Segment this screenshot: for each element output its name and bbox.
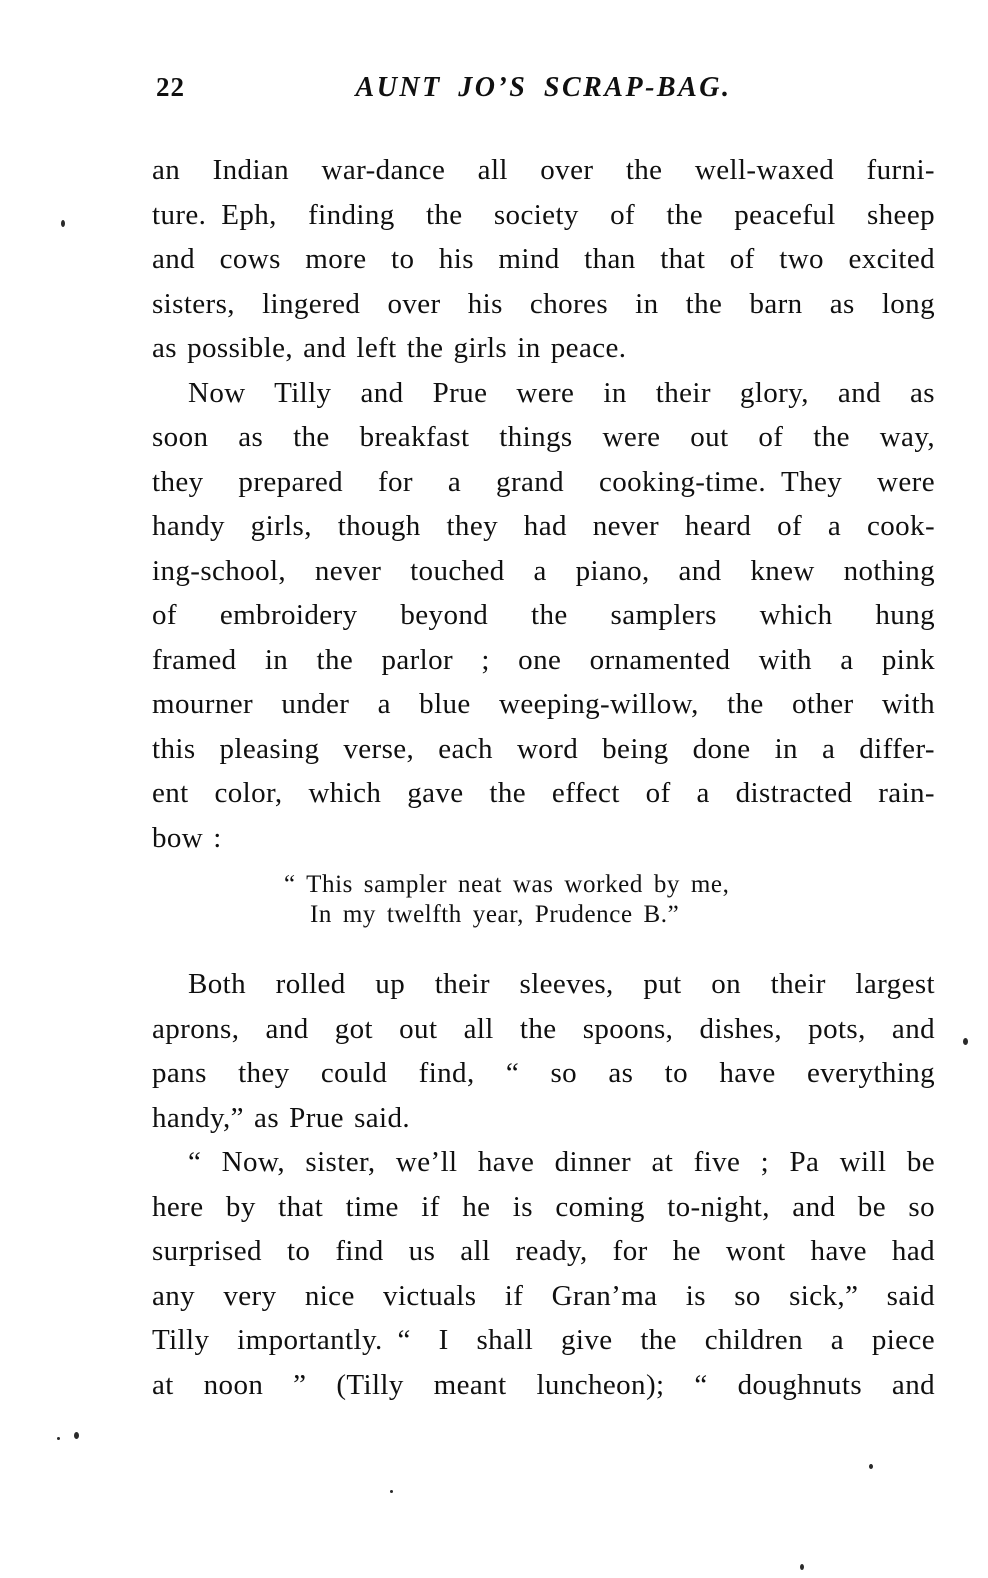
text-line: here by that time if he is coming to-night, and be so [152, 1190, 935, 1223]
text-line: mourner under a blue weeping-willow, the other with [152, 688, 935, 720]
text-line: bow : [152, 821, 222, 854]
text-line: Now Tilly and Prue were in their glory, and as [188, 376, 935, 409]
running-head [152, 72, 935, 108]
scan-speck [869, 1464, 873, 1469]
text-line: they prepared for a grand cooking-time. They were [152, 465, 935, 498]
text-line: Tilly importantly. “ I shall give the children a piece [152, 1324, 935, 1356]
scan-speck [390, 1490, 393, 1493]
paragraph [152, 1140, 935, 1407]
text-line: soon as the breakfast things were out of the way, [152, 421, 935, 453]
verse-block [284, 870, 935, 930]
text-line: In my twelfth year, Prudence B.” [310, 901, 680, 928]
text-line: handy girls, though they had never heard of a cook- [152, 510, 935, 542]
scan-speck [963, 1038, 968, 1045]
text-line: framed in the parlor ; one ornamented with a pink [152, 643, 935, 676]
page-number: 22 [156, 72, 185, 102]
text-line: handy,” as Prue said. [152, 1101, 411, 1134]
text-line: ing-school, never touched a piano, and knew nothing [152, 554, 935, 587]
text-line: ture. Eph, finding the society of the peaceful sheep [152, 198, 935, 231]
scan-speck [61, 220, 65, 227]
text-line: ent color, which gave the effect of a distracted rain- [152, 777, 935, 809]
running-title: AUNT JO’S SCRAP-BAG. [355, 72, 732, 103]
scan-speck [74, 1432, 79, 1439]
text-line: surprised to find us all ready, for he wont have had [152, 1235, 935, 1267]
scan-speck [57, 1437, 60, 1440]
text-block [152, 148, 935, 1407]
paragraph [152, 962, 935, 1140]
paragraph [152, 148, 935, 371]
text-line: aprons, and got out all the spoons, dishes, pots, and [152, 1012, 935, 1045]
text-line: Both rolled up their sleeves, put on their largest [188, 968, 935, 1000]
text-line: this pleasing verse, each word being done in a differ- [152, 732, 935, 765]
text-line: at noon ” (Tilly meant luncheon); “ doughnuts and [152, 1368, 935, 1401]
paragraph [152, 371, 935, 861]
text-line: sisters, lingered over his chores in the barn as long [152, 287, 935, 320]
text-line: and cows more to his mind than that of two excited [152, 243, 935, 275]
text-line: an Indian war-dance all over the well-waxed furni- [152, 154, 935, 186]
text-line: as possible, and left the girls in peace. [152, 332, 627, 364]
text-line: “ This sampler neat was worked by me, [284, 871, 730, 898]
text-line: any very nice victuals if Gran’ma is so sick,” said [152, 1279, 935, 1312]
scan-speck [800, 1564, 804, 1570]
text-line: pans they could find, “ so as to have everything [152, 1057, 935, 1089]
text-line: of embroidery beyond the samplers which hung [152, 599, 935, 631]
text-line: “ Now, sister, we’ll have dinner at five ; Pa will be [188, 1146, 935, 1178]
